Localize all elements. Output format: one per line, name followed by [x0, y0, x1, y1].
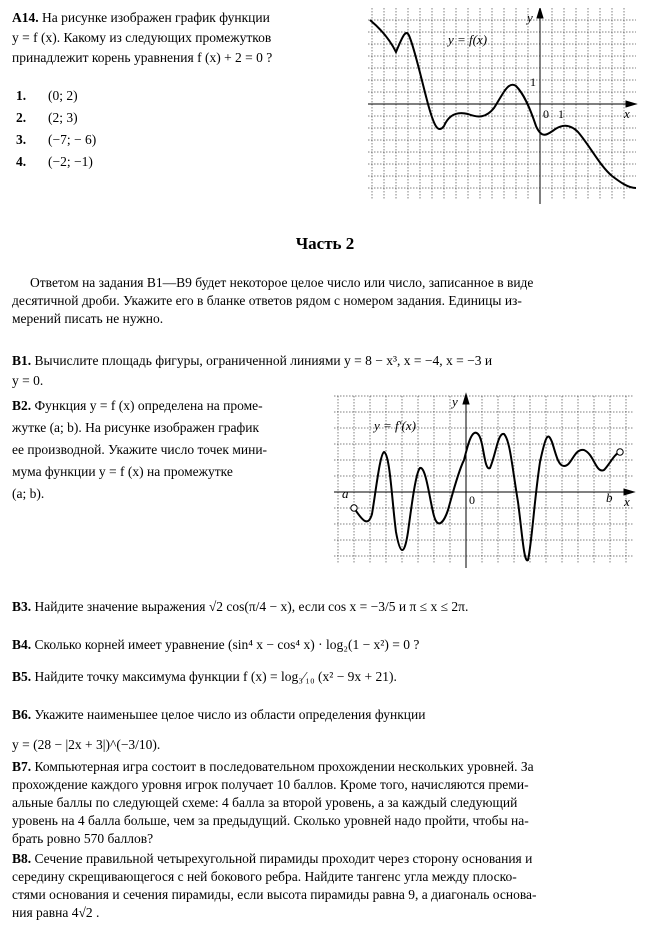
- b2-x-axis-label: x: [624, 494, 630, 509]
- a14-option-1-num: 1.: [16, 88, 27, 103]
- a14-graph: [368, 8, 640, 204]
- part2-intro-line2: десятичной дроби. Укажите его в бланке ответов рядом с номером задания. Единицы из-: [12, 293, 522, 308]
- b8-line3: стями основания и сечения пирамиды, если высота пирамиды равна 9, а диагональ основа-: [12, 887, 537, 902]
- b8-line1: [12, 850, 638, 868]
- b2-origin-label: 0: [469, 493, 475, 507]
- b6-line2: y = (28 − |2x + 3|)^(−3/10).: [12, 737, 161, 752]
- a14-option-2-value: (2; 3): [48, 110, 78, 125]
- b8-line2: середину скрещивающегося с ней бокового ребра. Найдите тангенс угла между плоско-: [12, 869, 517, 884]
- b6-label: В6.: [12, 707, 32, 722]
- a14-line1: [12, 8, 362, 28]
- b2-line3: ее производной. Укажите число точек мини-: [12, 442, 268, 457]
- part2-intro-line1: Ответом на задания В1—В9 будет некоторое целое число или число, записанное в виде: [30, 275, 534, 290]
- b4-label: В4.: [12, 637, 32, 652]
- b2-function-label: y = f′(x): [374, 418, 416, 433]
- b1-line2: y = 0.: [12, 373, 44, 388]
- b4-line: [12, 636, 638, 654]
- b7-line4: уровень на 4 балла больше, чем за предыдущий. Сколько уровней надо пройти, чтобы на-: [12, 813, 529, 828]
- a14-y-axis-label: y: [527, 10, 533, 25]
- b2-endpoint-b: [617, 449, 623, 455]
- a14-option-3-value: (−7; − 6): [48, 132, 97, 147]
- b5-line: [12, 668, 638, 686]
- b2-endpoint-a: [351, 505, 357, 511]
- a14-x-unit-label: 1: [558, 107, 564, 121]
- b2-line1: [12, 396, 330, 416]
- b1-label: В1.: [12, 353, 32, 368]
- b7-label: В7.: [12, 759, 32, 774]
- a14-text-1: На рисунке изображен график функции: [42, 10, 270, 25]
- b3-text-b: если cos x = −3/5 и π ≤ x ≤ 2π.: [298, 599, 469, 614]
- b6-text-1: Укажите наименьшее целое число из области определения функции: [34, 707, 426, 722]
- b2-a-label: a: [342, 486, 349, 501]
- b2-line2: жутке (a; b). На рисунке изображен график: [12, 420, 260, 435]
- a14-label: А14.: [12, 10, 39, 25]
- b1-text-1: Вычислите площадь фигуры, ограниченной линиями y = 8 − x³, x = −4, x = −3 и: [34, 353, 493, 368]
- b2-derivative-curve: [354, 433, 620, 561]
- b2-text-1: Функция y = f (x) определена на проме-: [34, 398, 263, 413]
- b2-label: В2.: [12, 398, 32, 413]
- part2-title: Часть 2: [295, 234, 355, 253]
- b6-line1: [12, 706, 638, 724]
- b8-text-1: Сечение правильной четырехугольной пирамиды проходит через сторону основания и: [34, 851, 533, 866]
- b8-label: В8.: [12, 851, 32, 866]
- b7-line1: [12, 758, 638, 776]
- b3-label: В3.: [12, 599, 32, 614]
- a14-option-3-num: 3.: [16, 132, 27, 147]
- a14-option-1-value: (0; 2): [48, 88, 78, 103]
- b5-text: Найдите точку максимума функции f (x) = log₃⁄₁₀ (x² − 9x + 21).: [34, 669, 397, 684]
- part2-intro-line3: мерений писать не нужно.: [12, 311, 164, 326]
- a14-axes: [368, 8, 636, 204]
- b5-label: В5.: [12, 669, 32, 684]
- a14-x-axis-label: x: [624, 106, 630, 121]
- b3-text-a: Найдите значение выражения: [34, 599, 206, 614]
- a14-option-4-num: 4.: [16, 154, 27, 169]
- b7-line2: прохождение каждого уровня игрок получает 10 баллов. Кроме того, начисляются преми-: [12, 777, 529, 792]
- b4-text: Сколько корней имеет уравнение (sin⁴ x − cos⁴ x) · log₂(1 − x²) = 0 ?: [34, 637, 420, 652]
- b2-b-label: b: [606, 490, 613, 505]
- a14-option-2-num: 2.: [16, 110, 27, 125]
- a14-line2: y = f (x). Какому из следующих промежутков: [12, 30, 272, 45]
- b2-y-axis-label: y: [452, 394, 458, 409]
- b2-graph: [334, 392, 638, 568]
- b2-line4: мума функции y = f (x) на промежутке: [12, 464, 233, 479]
- a14-function-label: y = f(x): [448, 32, 488, 47]
- b8-line4: ния равна 4√2 .: [12, 905, 100, 920]
- b3-expression: √2 cos(π/4 − x),: [208, 599, 296, 614]
- b7-text-1: Компьютерная игра состоит в последовательном прохождении нескольких уровней. За: [34, 759, 534, 774]
- b2-line5: (a; b).: [12, 486, 45, 501]
- a14-line3: принадлежит корень уравнения f (x) + 2 = 0 ?: [12, 50, 273, 65]
- b1-line1: [12, 352, 638, 370]
- b7-line3: альные баллы по следующей схеме: 4 балла за второй уровень, а за каждый следующий: [12, 795, 518, 810]
- a14-y-unit-label: 1: [530, 75, 536, 89]
- b3-line: [12, 598, 638, 616]
- b7-line5: брать ровно 570 баллов?: [12, 831, 154, 846]
- a14-option-4-value: (−2; −1): [48, 154, 93, 169]
- a14-origin-label: 0: [543, 107, 549, 121]
